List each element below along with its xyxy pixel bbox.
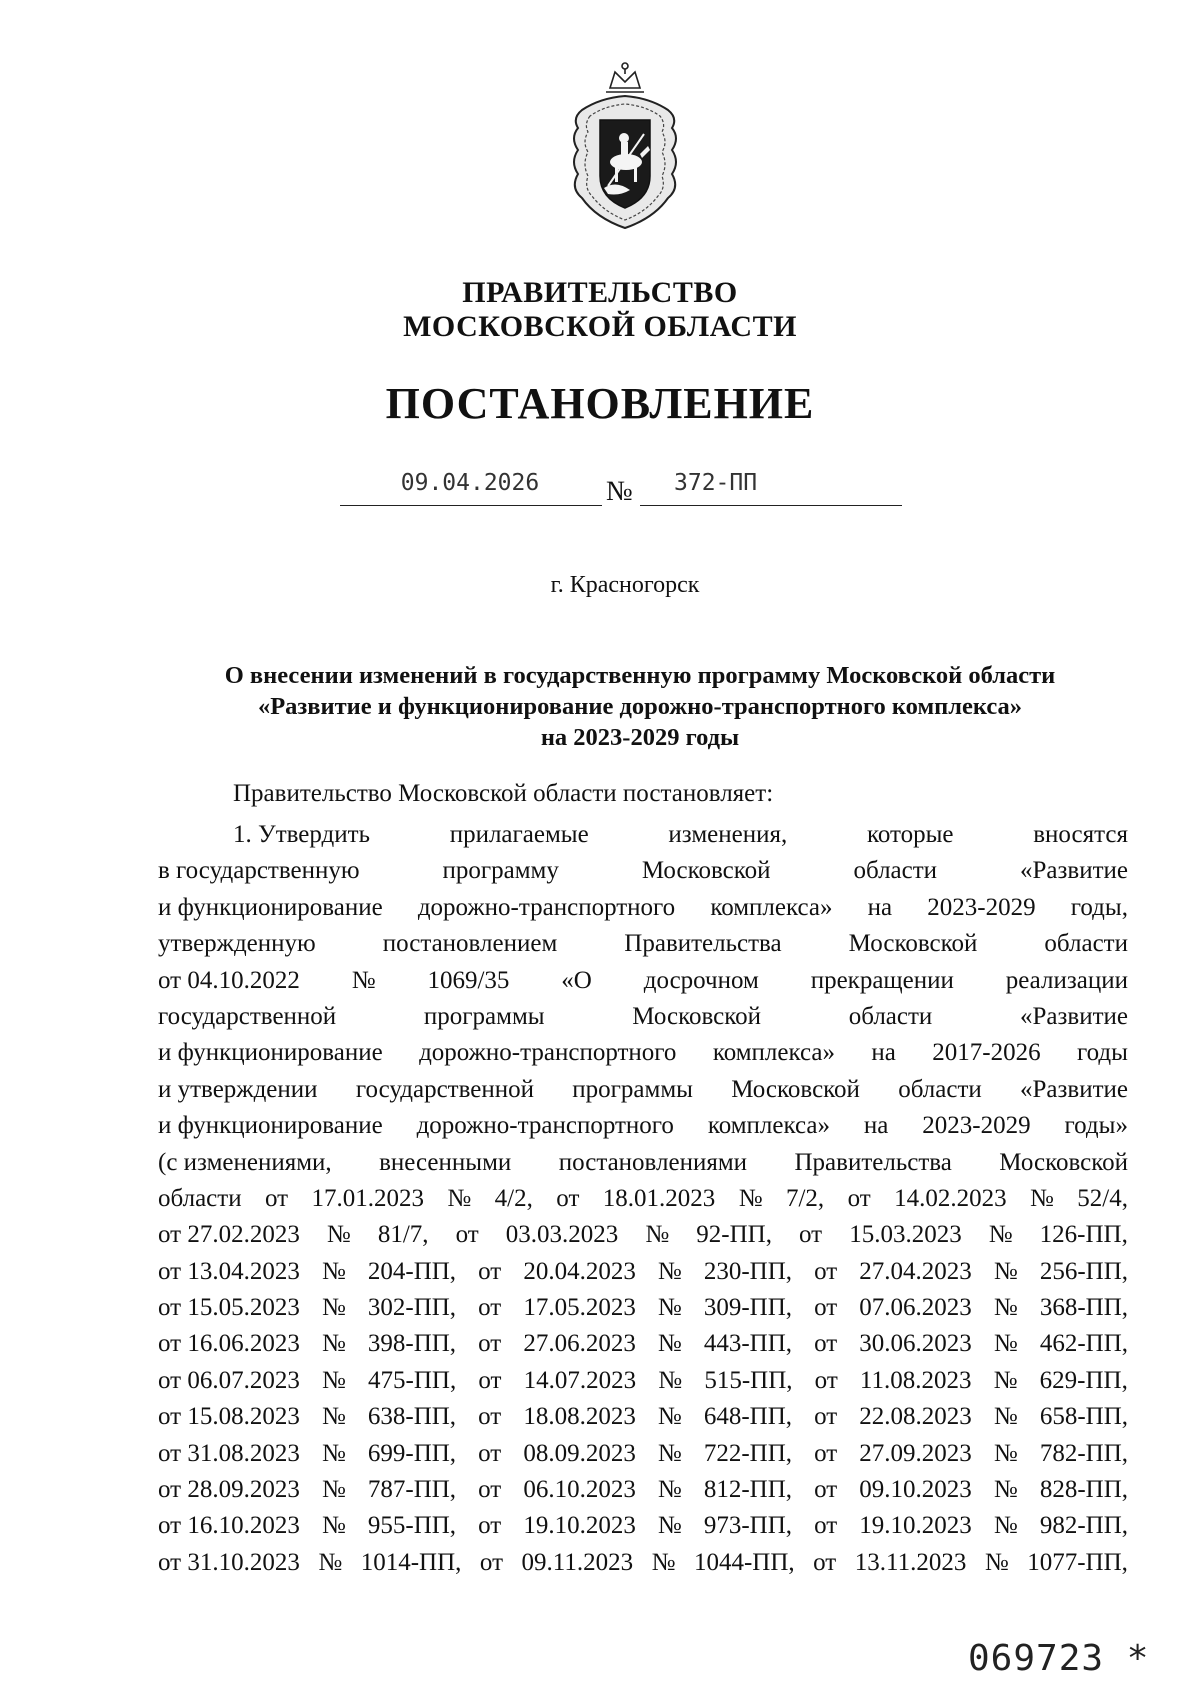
body-word: №: [993, 1330, 1018, 1358]
body-word: №: [988, 1221, 1013, 1249]
body-word: 09.11.2023: [521, 1548, 634, 1576]
body-word: 14.07.2023: [523, 1366, 637, 1394]
body-word: утвержденную: [158, 930, 316, 958]
body-word: 07.06.2023: [859, 1294, 972, 1322]
body-word: программу: [442, 857, 559, 885]
body-word: 828-ПП,: [1039, 1476, 1128, 1504]
body-word: государственной: [355, 1075, 534, 1103]
body-word: внесенными: [379, 1148, 512, 1176]
body-line: [158, 1508, 1128, 1544]
body-word: дорожно-транспортного: [417, 893, 676, 921]
body-word: комплекса»: [707, 1112, 831, 1140]
body-word: и функционирование: [158, 893, 383, 921]
body-line: [158, 1145, 1128, 1181]
body-word: 204-ПП,: [367, 1257, 457, 1285]
body-word: от: [813, 1548, 837, 1576]
body-word: 27.06.2023: [523, 1330, 636, 1358]
body-word: от: [455, 1221, 479, 1249]
body-word: №: [657, 1403, 682, 1431]
body-word: годы,: [1070, 893, 1128, 921]
body-word: 2023-2029: [927, 893, 1036, 921]
body-word: 230-ПП,: [703, 1257, 793, 1285]
body-word: от 16.06.2023: [158, 1330, 300, 1358]
body-word: №: [984, 1548, 1009, 1576]
body-word: на: [863, 1112, 889, 1140]
body-line: [158, 1072, 1128, 1108]
body-word: №: [321, 1476, 346, 1504]
body-word: 462-ПП,: [1039, 1330, 1128, 1358]
body-word: от 04.10.2022: [158, 966, 300, 994]
body-word: 1014-ПП,: [360, 1548, 462, 1576]
body-word: 19.10.2023: [859, 1512, 972, 1540]
body-word: от: [479, 1548, 504, 1576]
body-word: от: [814, 1512, 838, 1540]
body-word: 638-ПП,: [367, 1403, 457, 1431]
number-underline: [640, 505, 902, 506]
body-word: 17.01.2023: [311, 1184, 424, 1212]
body-word: 955-ПП,: [367, 1512, 457, 1540]
body-word: Московской: [848, 930, 978, 958]
body-line: [158, 1290, 1128, 1326]
body-word: 256-ПП,: [1039, 1257, 1128, 1285]
body-word: 22.08.2023: [859, 1403, 972, 1431]
body-word: от: [814, 1294, 838, 1322]
body-word: области: [898, 1075, 982, 1103]
body-word: 782-ПП,: [1039, 1439, 1128, 1467]
body-word: от: [814, 1257, 838, 1285]
body-word: от: [264, 1184, 289, 1212]
body-word: 06.10.2023: [523, 1476, 636, 1504]
body-line: [158, 1363, 1128, 1399]
body-word: 515-ПП,: [704, 1366, 793, 1394]
body-word: 14.02.2023: [894, 1184, 1007, 1212]
body-word: №: [657, 1512, 682, 1540]
body-line: [158, 1436, 1128, 1472]
city-of-issue: г. Красногорск: [550, 572, 700, 598]
body-word: от 13.04.2023: [158, 1257, 300, 1285]
body-word: 1069/35: [427, 966, 510, 994]
body-word: программы: [572, 1075, 693, 1103]
body-word: от: [478, 1439, 502, 1467]
body-word: №: [993, 1403, 1018, 1431]
body-word: 787-ПП,: [367, 1476, 457, 1504]
body-word: №: [993, 1476, 1018, 1504]
body-word: №: [321, 1512, 346, 1540]
body-word: №: [447, 1184, 472, 1212]
body-word: комплекса»: [710, 893, 833, 921]
body-word: №: [657, 1294, 682, 1322]
body-word: №: [318, 1548, 343, 1576]
body-word: постановлениями: [558, 1148, 748, 1176]
body-word: 19.10.2023: [523, 1512, 636, 1540]
body-word: Московской: [641, 857, 771, 885]
body-word: от: [847, 1184, 871, 1212]
body-word: и функционирование: [158, 1039, 383, 1067]
body-word: годы»: [1064, 1112, 1128, 1140]
body-word: от: [478, 1257, 502, 1285]
body-word: 27.04.2023: [859, 1257, 972, 1285]
body-word: 973-ПП,: [703, 1512, 793, 1540]
body-line: [158, 1181, 1128, 1217]
body-word: от: [478, 1512, 502, 1540]
body-line: [158, 963, 1128, 999]
body-word: комплекса»: [712, 1039, 836, 1067]
body-word: от: [556, 1184, 580, 1212]
body-word: области: [853, 857, 938, 885]
body-word: 629-ПП,: [1039, 1366, 1128, 1394]
body-word: от: [814, 1403, 838, 1431]
body-word: от: [478, 1366, 502, 1394]
body-word: 309-ПП,: [703, 1294, 793, 1322]
body-word: 17.05.2023: [523, 1294, 636, 1322]
body-word: №: [993, 1366, 1018, 1394]
body-word: 18.01.2023: [602, 1184, 716, 1212]
body-word: 18.08.2023: [523, 1403, 636, 1431]
body-line: [158, 1399, 1128, 1435]
body-line: [158, 1254, 1128, 1290]
registration-date: 09.04.2026: [400, 470, 540, 496]
resolution-body-text: [158, 817, 1128, 1581]
body-word: от 28.09.2023: [158, 1476, 300, 1504]
body-word: 30.06.2023: [859, 1330, 972, 1358]
government-title-line2: МОСКОВСКОЙ ОБЛАСТИ: [403, 310, 797, 343]
body-word: 09.10.2023: [859, 1476, 972, 1504]
body-word: в государственную: [158, 857, 360, 885]
body-word: №: [351, 966, 376, 994]
body-word: от: [814, 1366, 838, 1394]
body-word: №: [322, 1366, 346, 1394]
body-word: 658-ПП,: [1039, 1403, 1128, 1431]
body-word: на: [871, 1039, 896, 1067]
body-word: реализации: [1005, 966, 1128, 994]
moscow-oblast-coat-of-arms-emblem: [560, 58, 690, 236]
body-word: №: [321, 1439, 346, 1467]
body-word: Московской: [999, 1148, 1128, 1176]
body-word: №: [993, 1439, 1018, 1467]
body-word: постановлением: [382, 930, 558, 958]
body-line: [158, 926, 1128, 962]
body-word: 982-ПП,: [1039, 1512, 1128, 1540]
body-word: 722-ПП,: [703, 1439, 793, 1467]
body-word: от 15.08.2023: [158, 1403, 300, 1431]
body-word: №: [321, 1257, 346, 1285]
body-word: программы: [423, 1002, 545, 1030]
body-line: [158, 1472, 1128, 1508]
body-word: (с изменениями,: [158, 1148, 332, 1176]
body-word: годы: [1077, 1039, 1128, 1067]
body-word: №: [993, 1294, 1018, 1322]
body-word: №: [321, 1403, 346, 1431]
body-word: от: [478, 1403, 502, 1431]
body-word: 699-ПП,: [367, 1439, 457, 1467]
document-type-title: ПОСТАНОВЛЕНИЕ: [385, 379, 815, 428]
body-word: 475-ПП,: [368, 1366, 457, 1394]
body-word: от 06.07.2023: [158, 1366, 300, 1394]
body-word: от 31.08.2023: [158, 1439, 300, 1467]
body-word: №: [657, 1330, 682, 1358]
body-word: на: [867, 893, 893, 921]
body-word: изменения,: [668, 821, 788, 848]
body-word: 648-ПП,: [703, 1403, 793, 1431]
body-line: [158, 999, 1128, 1035]
body-word: прилагаемые: [449, 821, 589, 848]
date-underline: [340, 505, 602, 506]
body-word: 03.03.2023: [505, 1221, 619, 1249]
body-word: 92-ПП,: [696, 1221, 772, 1249]
body-word: от 27.02.2023: [158, 1221, 300, 1249]
body-word: 13.11.2023: [854, 1548, 967, 1576]
body-word: №: [326, 1221, 351, 1249]
body-word: от: [799, 1221, 823, 1249]
body-word: 08.09.2023: [523, 1439, 636, 1467]
body-word: №: [321, 1294, 346, 1322]
body-word: вносятся: [1033, 821, 1128, 848]
body-word: №: [657, 1439, 682, 1467]
body-word: и функционирование: [158, 1112, 383, 1140]
body-word: прекращении: [810, 966, 954, 994]
body-word: досрочном: [643, 966, 759, 994]
body-word: 11.08.2023: [859, 1366, 972, 1394]
body-word: 443-ПП,: [703, 1330, 793, 1358]
body-word: области: [158, 1184, 242, 1212]
body-word: №: [658, 1366, 683, 1394]
body-word: «Развитие: [1020, 1075, 1128, 1103]
body-word: «Развитие: [1020, 857, 1128, 885]
body-word: 52/4,: [1077, 1184, 1128, 1212]
body-word: от: [814, 1439, 838, 1467]
body-word: Правительства: [624, 930, 782, 958]
body-line: [158, 1217, 1128, 1253]
body-word: которые: [866, 821, 954, 848]
body-word: «О: [561, 966, 592, 994]
body-word: №: [657, 1257, 682, 1285]
body-word: области: [848, 1002, 933, 1030]
number-sign: №: [606, 476, 633, 507]
body-word: 398-ПП,: [367, 1330, 457, 1358]
preamble: Правительство Московской области постановляет:: [233, 780, 774, 807]
body-word: 126-ПП,: [1039, 1221, 1128, 1249]
body-word: №: [645, 1221, 670, 1249]
body-word: дорожно-транспортного: [419, 1039, 677, 1067]
body-word: 20.04.2023: [523, 1257, 636, 1285]
document-serial-number: 069723 *: [968, 1638, 1150, 1679]
registration-number: 372-ПП: [674, 470, 758, 496]
body-word: 812-ПП,: [703, 1476, 793, 1504]
body-word: 302-ПП,: [367, 1294, 457, 1322]
body-word: №: [1030, 1184, 1054, 1212]
body-word: №: [657, 1476, 682, 1504]
body-word: дорожно-транспортного: [416, 1112, 674, 1140]
body-word: Московской: [731, 1075, 860, 1103]
body-word: от: [478, 1330, 502, 1358]
body-word: от 31.10.2023: [158, 1548, 300, 1576]
body-line: [158, 1108, 1128, 1144]
body-word: 81/7,: [377, 1221, 429, 1249]
body-word: 1077-ПП,: [1027, 1548, 1128, 1576]
body-word: Правительства: [794, 1148, 952, 1176]
government-title-line1: ПРАВИТЕЛЬСТВО: [462, 276, 738, 309]
body-line: [158, 1035, 1128, 1071]
subject-line: на 2023-2029 годы: [540, 724, 740, 751]
body-word: 2017-2026: [932, 1039, 1041, 1067]
body-word: №: [993, 1257, 1018, 1285]
body-word: области: [1044, 930, 1128, 958]
body-word: №: [993, 1512, 1018, 1540]
body-word: от 15.05.2023: [158, 1294, 300, 1322]
body-word: от: [478, 1476, 502, 1504]
body-word: от 16.10.2023: [158, 1512, 300, 1540]
body-word: 1044-ПП,: [693, 1548, 795, 1576]
body-word: от: [814, 1476, 838, 1504]
subject-line: «Развитие и функционирование дорожно-транспортного комплекса»: [257, 693, 1023, 720]
body-word: 27.09.2023: [859, 1439, 972, 1467]
body-word: 2023-2029: [922, 1112, 1031, 1140]
body-line: [158, 1545, 1128, 1581]
body-word: от: [814, 1330, 838, 1358]
body-word: государственной: [158, 1002, 337, 1030]
body-word: 4/2,: [494, 1184, 533, 1212]
body-word: от: [478, 1294, 502, 1322]
body-word: 15.03.2023: [849, 1221, 962, 1249]
body-word: 7/2,: [785, 1184, 825, 1212]
subject-line: О внесении изменений в государственную программу Московской области: [224, 662, 1056, 689]
body-line: [158, 817, 1128, 853]
document-subject: [150, 660, 1130, 753]
body-word: 368-ПП,: [1039, 1294, 1128, 1322]
body-word: №: [738, 1184, 763, 1212]
body-line: [158, 853, 1128, 889]
body-word: и утверждении: [158, 1075, 318, 1103]
body-line: [158, 890, 1128, 926]
body-word: №: [651, 1548, 676, 1576]
body-line: [158, 1326, 1128, 1362]
body-word: Московской: [632, 1002, 762, 1030]
body-word: №: [321, 1330, 346, 1358]
body-word: 1. Утвердить: [233, 821, 370, 848]
body-word: «Развитие: [1020, 1002, 1128, 1030]
